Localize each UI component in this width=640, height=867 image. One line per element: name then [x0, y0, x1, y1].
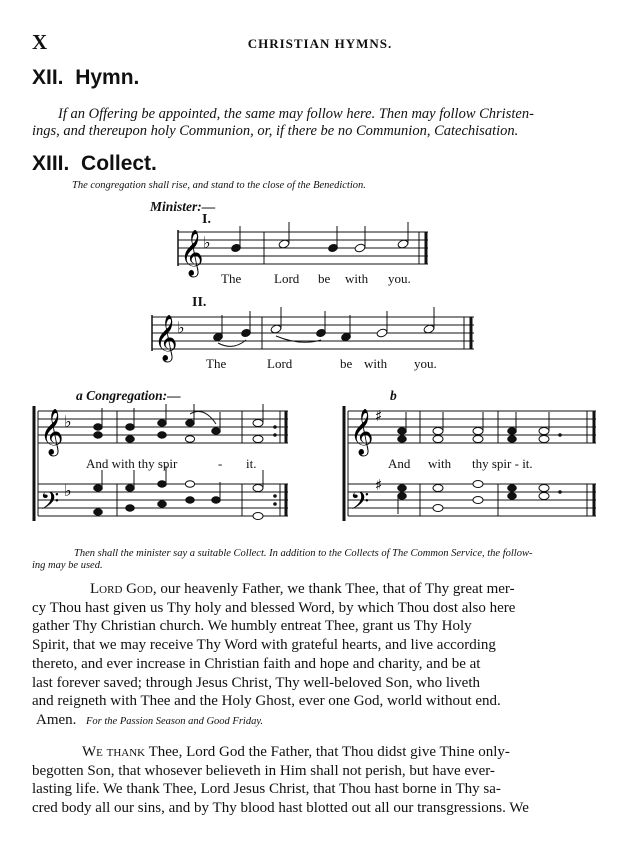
sharp-icon: ♯: [375, 407, 383, 425]
lyric: be: [318, 271, 331, 286]
treble-clef-icon: 𝄞: [40, 409, 64, 455]
flat-icon: ♭: [64, 412, 72, 431]
section-13-number: XIII.: [32, 152, 70, 175]
flat-icon: ♭: [203, 233, 211, 252]
minister-label: Minister:—: [150, 199, 216, 214]
collect-line: thereto, and ever increase in Christian faith and hope and charity, and be at: [32, 655, 481, 672]
lyric: with: [428, 456, 452, 471]
section-12-title: Hymn.: [75, 66, 140, 89]
lyric: Lord: [274, 271, 300, 286]
section-12-number: XII.: [32, 66, 64, 89]
lyric: you.: [388, 271, 411, 286]
collect-opening: Lord God,: [90, 581, 157, 597]
collect-line: Amen.: [36, 711, 77, 728]
lyric: Lord: [267, 356, 293, 371]
lyric: The: [206, 356, 227, 371]
collect-line: lasting life. We thank Thee, Lord Jesus Christ, that Thou hast borne in Thy sa-: [32, 781, 501, 798]
collect-line: last forever saved; through Jesus Christ, Thy well-beloved Son, who liveth: [32, 674, 480, 691]
collect-1: [32, 580, 598, 730]
lyric: with: [345, 271, 369, 286]
lyric: -: [218, 456, 223, 471]
lyric: be: [340, 356, 353, 371]
collect-line: begotten Son, that whosever believeth in Him shall not perish, but have ever-: [32, 762, 495, 779]
lyric: And with thy spir: [86, 456, 178, 471]
version-2-numeral: II.: [192, 295, 207, 310]
lyric: you.: [414, 356, 437, 371]
page-number: X: [32, 30, 48, 54]
lyric: it.: [246, 456, 257, 471]
collect-rubric-cont: ing may be used.: [32, 560, 103, 571]
flat-icon: ♭: [177, 318, 185, 337]
collect-2: [32, 743, 598, 818]
response-b-label: b: [390, 388, 397, 403]
collect-rubric: Then shall the minister say a suitable Collect. In addition to the Collects of The Common Service, the follow-: [74, 548, 533, 559]
collect-line: and reigneth with Thee and the Holy Ghost, ever one God, world without end.: [32, 693, 501, 710]
collect-line: our heavenly Father, we thank Thee, that of Thy great mer-: [160, 581, 515, 597]
version-1-numeral: I.: [202, 212, 211, 227]
treble-clef-icon: 𝄞: [350, 409, 374, 455]
lyric: thy spir - it.: [472, 456, 533, 471]
congregation-label: a Congregation:—: [76, 388, 181, 403]
lyric: with: [364, 356, 388, 371]
collect-opening: We thank: [82, 744, 146, 760]
flat-icon: ♭: [64, 481, 72, 500]
collect-line: Spirit, that we may receive Thy Word with grateful hearts, and live according: [32, 637, 496, 654]
sharp-icon: ♯: [375, 476, 383, 494]
passion-rubric: For the Passion Season and Good Friday.: [86, 716, 264, 727]
bass-clef-icon: 𝄢: [350, 487, 370, 522]
section-13-rubric: The congregation shall rise, and stand to the close of the Benediction.: [72, 180, 366, 191]
collect-line: Thee, Lord God the Father, that Thou didst give Thine only-: [148, 744, 510, 760]
collect-line: cred body all our sins, and by Thy blood hast blotted out all our transgressions. We: [32, 800, 529, 817]
rubric-line: ings, and thereupon holy Communion, or, if there be no Communion, Catechisation.: [32, 123, 519, 139]
lyric: And: [388, 456, 411, 471]
collect-line: cy Thou hast given us Thy holy and blessed Word, by which Thou dost also here: [32, 599, 516, 616]
running-title: CHRISTIAN HYMNS.: [247, 36, 393, 51]
collect-line: gather Thy Christian church. We humbly entreat Thee, grant us Thy Holy: [32, 618, 472, 635]
rubric-line: If an Offering be appointed, the same may follow here. Then may follow Christen-: [58, 106, 534, 122]
treble-clef-icon: 𝄞: [180, 230, 204, 276]
lyric: The: [221, 271, 242, 286]
section-13-title: Collect.: [81, 152, 157, 175]
bass-clef-icon: 𝄢: [40, 487, 60, 522]
treble-clef-icon: 𝄞: [154, 315, 178, 361]
